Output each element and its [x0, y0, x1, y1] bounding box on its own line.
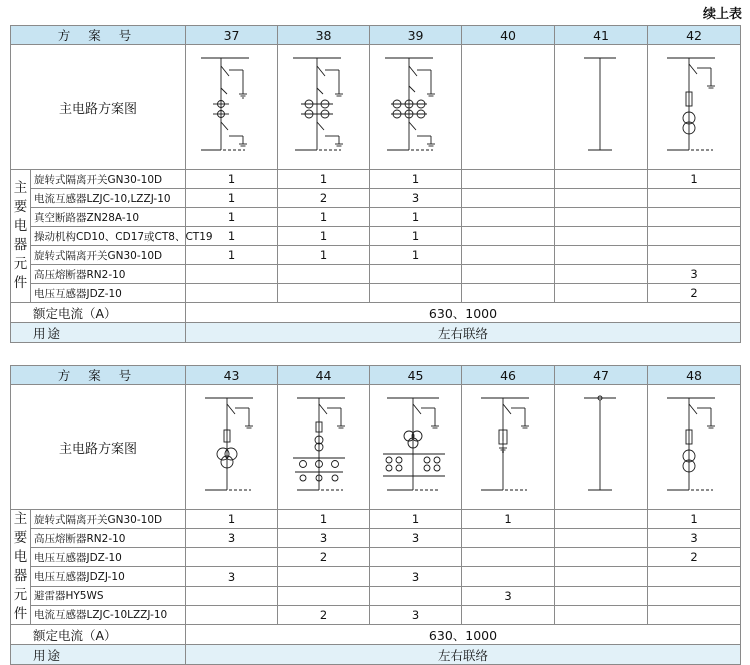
circuit-diagram-cell — [278, 385, 370, 510]
scheme-number: 46 — [462, 366, 555, 385]
component-qty: 1 — [462, 510, 555, 529]
component-name: 旋转式隔离开关GN30-10D — [31, 170, 186, 189]
component-qty — [186, 284, 278, 303]
busbar-bare-icon — [566, 52, 636, 162]
scheme-number: 40 — [462, 26, 555, 45]
component-qty — [462, 227, 555, 246]
component-qty — [648, 605, 741, 624]
scheme-table-1 — [10, 25, 741, 343]
component-qty — [555, 605, 648, 624]
component-qty — [648, 208, 741, 227]
scheme-number: 47 — [555, 366, 648, 385]
component-qty: 3 — [186, 567, 278, 586]
component-qty: 3 — [370, 567, 462, 586]
component-qty: 1 — [278, 208, 370, 227]
component-qty — [462, 208, 555, 227]
component-name: 高压熔断器RN2-10 — [31, 265, 186, 284]
scheme-number-label: 方 案 号 — [11, 366, 186, 385]
main-circuit-label: 主电路方案图 — [11, 45, 186, 170]
component-qty: 1 — [186, 246, 278, 265]
component-qty — [555, 208, 648, 227]
component-qty: 3 — [648, 529, 741, 548]
component-qty: 1 — [186, 510, 278, 529]
component-qty — [648, 246, 741, 265]
scheme-number: 48 — [648, 366, 741, 385]
component-qty — [555, 529, 648, 548]
component-qty — [648, 586, 741, 605]
component-qty — [370, 284, 462, 303]
component-qty: 3 — [648, 265, 741, 284]
component-qty: 1 — [186, 208, 278, 227]
rated-current-value: 630、1000 — [186, 303, 741, 323]
scheme-number: 37 — [186, 26, 278, 45]
disconnector-fuse-3ph-vt-icon — [197, 392, 267, 502]
component-qty: 2 — [278, 189, 370, 208]
circuit-diagram-cell — [462, 385, 555, 510]
component-qty: 1 — [186, 170, 278, 189]
component-qty — [462, 189, 555, 208]
components-category-label: 主要电器元件 — [11, 510, 31, 625]
scheme-number: 39 — [370, 26, 462, 45]
circuit-diagram-cell — [648, 385, 741, 510]
component-name: 真空断路器ZN28A-10 — [31, 208, 186, 227]
component-qty: 1 — [278, 227, 370, 246]
use-label: 用途 — [11, 323, 186, 343]
disconnector-arrester-icon — [473, 392, 543, 502]
component-name: 电压互感器JDZJ-10 — [31, 567, 186, 586]
component-name: 电压互感器JDZ-10 — [31, 548, 186, 567]
component-name: 操动机构CD10、CD17或CT8、CT19 — [31, 227, 186, 246]
circuit-diagram-cell — [555, 385, 648, 510]
component-name: 高压熔断器RN2-10 — [31, 529, 186, 548]
component-qty: 1 — [278, 246, 370, 265]
component-qty — [555, 567, 648, 586]
component-qty — [648, 189, 741, 208]
component-qty — [462, 605, 555, 624]
component-qty: 1 — [370, 208, 462, 227]
component-qty — [186, 265, 278, 284]
component-qty — [462, 170, 555, 189]
circuit-diagram-cell — [370, 45, 462, 170]
component-qty: 1 — [370, 510, 462, 529]
main-circuit-label: 主电路方案图 — [11, 385, 186, 510]
use-label: 用途 — [11, 645, 186, 665]
scheme-number: 41 — [555, 26, 648, 45]
scheme-number: 45 — [370, 366, 462, 385]
circuit-diagram-cell — [648, 45, 741, 170]
component-qty: 3 — [278, 529, 370, 548]
rated-current-label: 额定电流（A） — [11, 303, 186, 323]
disconnector-triple-ct-breaker-icon — [381, 52, 451, 162]
component-name: 电流互感器LZJC-10LZZJ-10 — [31, 605, 186, 624]
disconnector-fuse-vt-icon — [659, 392, 729, 502]
component-qty — [555, 548, 648, 567]
circuit-diagram-cell — [186, 385, 278, 510]
component-qty: 2 — [278, 548, 370, 567]
scheme-number-label: 方 案 号 — [11, 26, 186, 45]
component-qty: 3 — [186, 529, 278, 548]
component-qty — [462, 284, 555, 303]
component-qty: 1 — [186, 189, 278, 208]
rated-current-value: 630、1000 — [186, 625, 741, 645]
component-qty — [186, 605, 278, 624]
component-qty — [555, 246, 648, 265]
use-value: 左右联络 — [186, 645, 741, 665]
component-qty: 1 — [648, 170, 741, 189]
circuit-diagram-cell-empty — [462, 45, 555, 170]
scheme-number: 44 — [278, 366, 370, 385]
disconnector-ct-breaker-icon — [197, 52, 267, 162]
component-qty — [186, 586, 278, 605]
scheme-number: 42 — [648, 26, 741, 45]
component-name: 旋转式隔离开关GN30-10D — [31, 246, 186, 265]
component-qty — [555, 586, 648, 605]
disconnector-fuse-2vt-icon — [289, 392, 359, 502]
continued-label: 续上表 — [702, 7, 742, 22]
components-category-label: 主要电器元件 — [11, 170, 31, 303]
component-qty — [370, 548, 462, 567]
disconnector-fuse-multi-vt-icon — [379, 392, 453, 502]
use-value: 左右联络 — [186, 323, 741, 343]
circuit-diagram-cell — [370, 385, 462, 510]
component-qty: 1 — [370, 170, 462, 189]
component-qty — [462, 246, 555, 265]
component-qty: 3 — [370, 189, 462, 208]
component-qty — [648, 227, 741, 246]
component-qty: 1 — [648, 510, 741, 529]
scheme-number: 38 — [278, 26, 370, 45]
component-qty — [278, 586, 370, 605]
component-qty: 1 — [370, 227, 462, 246]
component-qty: 2 — [648, 284, 741, 303]
component-qty: 3 — [370, 605, 462, 624]
circuit-diagram-cell — [186, 45, 278, 170]
component-qty: 3 — [462, 586, 555, 605]
component-qty — [186, 548, 278, 567]
component-name: 避雷器HY5WS — [31, 586, 186, 605]
component-qty: 1 — [186, 227, 278, 246]
rated-current-label: 额定电流（A） — [11, 625, 186, 645]
component-name: 旋转式隔离开关GN30-10D — [31, 510, 186, 529]
component-name: 电流互感器LZJC-10,LZZJ-10 — [31, 189, 186, 208]
disconnector-fuse-vt-icon — [659, 52, 729, 162]
component-qty — [555, 510, 648, 529]
circuit-diagram-cell — [555, 45, 648, 170]
component-qty — [462, 567, 555, 586]
component-qty — [555, 189, 648, 208]
component-qty — [555, 265, 648, 284]
component-name: 电压互感器JDZ-10 — [31, 284, 186, 303]
component-qty: 2 — [278, 605, 370, 624]
component-qty — [555, 227, 648, 246]
component-qty: 1 — [278, 170, 370, 189]
component-qty — [370, 586, 462, 605]
component-qty: 1 — [370, 246, 462, 265]
scheme-number: 43 — [186, 366, 278, 385]
component-qty — [555, 284, 648, 303]
component-qty — [462, 529, 555, 548]
scheme-table-2 — [10, 365, 741, 665]
component-qty — [278, 265, 370, 284]
component-qty — [278, 284, 370, 303]
disconnector-double-ct-breaker-icon — [289, 52, 359, 162]
component-qty: 3 — [370, 529, 462, 548]
component-qty — [462, 265, 555, 284]
busbar-node-icon — [566, 392, 636, 502]
component-qty: 1 — [278, 510, 370, 529]
component-qty — [278, 567, 370, 586]
component-qty — [648, 567, 741, 586]
component-qty — [370, 265, 462, 284]
component-qty — [555, 170, 648, 189]
component-qty: 2 — [648, 548, 741, 567]
component-qty — [462, 548, 555, 567]
circuit-diagram-cell — [278, 45, 370, 170]
